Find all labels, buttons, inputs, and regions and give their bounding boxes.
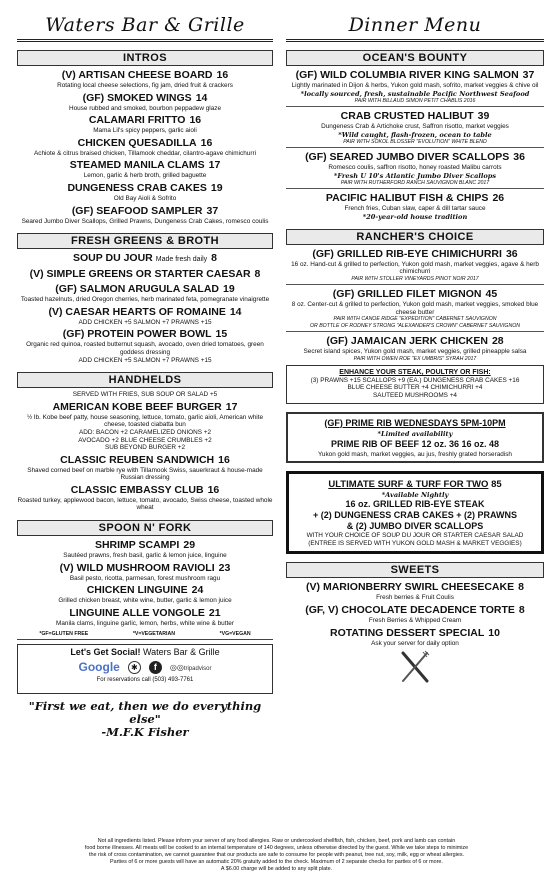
item-price: 21 <box>208 606 221 619</box>
surf-turf-line-5: (ENTREE IS SERVED WITH YUKON GOLD MASH & MARKET VEGGIES) <box>308 539 522 547</box>
legend-vg: *VG=VEGAN <box>219 631 251 638</box>
menu-item <box>17 182 273 203</box>
item-price: 14 <box>229 305 242 318</box>
item-price: 28 <box>491 335 504 348</box>
sweets-list <box>286 581 544 647</box>
owl-icon: ◎◎ <box>169 662 184 672</box>
item-price: 36 <box>513 151 525 163</box>
menu-item <box>17 401 273 452</box>
item-desc: Fresh Berries & Whipped Cream <box>368 616 462 624</box>
item-price: 14 <box>195 91 208 104</box>
item-price: 39 <box>477 110 490 122</box>
surf-turf-line-2: + (2) DUNGENESS CRAB CAKES + (2) PRAWNS <box>312 510 518 521</box>
surf-turf-title: ULTIMATE SURF & TURF FOR TWO 85 <box>328 479 502 491</box>
item-desc: Grilled chicken breast, white wine, butter, garlic & lemon juice <box>58 597 232 605</box>
section-header-oceans: OCEAN'S BOUNTY <box>286 50 544 66</box>
item-price: 16 <box>218 453 230 466</box>
item-wine-pairing: PAIR WITH CANOE RIDGE "EXPEDITION" CABERNET SAUVIGNON <box>333 316 497 323</box>
item-desc: Toasted hazelnuts, dried Oregon cherries, herb marinated feta, pomegranate vinaigrette <box>20 296 270 304</box>
item-name: (GF, V) CHOCOLATE DECADENCE TORTE <box>305 603 515 616</box>
enhance-title: ENHANCE YOUR STEAK, POULTRY OR FISH: <box>339 369 491 377</box>
item-title <box>17 539 273 552</box>
item-title <box>17 584 273 597</box>
item-wine-pairing-alt: OR BOTTLE OF RODNEY STRONG "ALEXANDER'S CROWN" CABERNET SAUVIGNON <box>310 322 520 329</box>
item-desc: Seared Jumbo Diver Scallops, Grilled Prawns, Dungeness Crab Cakes, romesco coulis <box>21 217 269 225</box>
left-column <box>17 8 273 739</box>
enhance-box <box>286 365 544 403</box>
item-price: 10 <box>488 626 500 639</box>
item-divider <box>286 106 544 107</box>
social-title: Let's Get Social! Waters Bar & Grille <box>70 647 220 658</box>
menu-item <box>17 584 273 605</box>
menu-item <box>286 192 544 221</box>
item-title <box>286 335 544 348</box>
enhance-line-3: SAUTEED MUSHROOMS +4 <box>373 391 457 399</box>
item-desc: Achiote & citrus braised chicken, Tillamook cheddar, cilantro-agave chimichurri <box>34 149 256 157</box>
item-price: 19 <box>223 283 235 296</box>
handhelds-list <box>17 401 273 512</box>
yelp-icon[interactable]: ✱ <box>128 661 141 674</box>
legend-v: *V=VEGETARIAN <box>132 631 175 638</box>
footer-line-3: the risk of cross contamination, we cannot guarantee that our products are safe to consume for people with peanut, tree nut, soy, milk, egg or wheat allergies. <box>88 851 465 858</box>
item-name: SHRIMP SCAMPI <box>94 539 180 552</box>
item-desc2: ADD CHICKEN +5 SALMON +7 PRAWNS +15 <box>78 356 212 364</box>
item-price: 17 <box>225 400 238 413</box>
menu-item <box>286 248 544 283</box>
item-name: (GF) SEARED JUMBO DIVER SCALLOPS <box>305 151 510 163</box>
menu-item <box>17 283 273 304</box>
item-price: 45 <box>485 288 498 301</box>
item-highlight: *locally sourced, fresh, sustainable Pacific Northwest Seafood <box>300 89 530 98</box>
item-name: (V) MARIONBERRY SWIRL CHEESECAKE <box>306 581 515 594</box>
menu-item <box>17 306 273 327</box>
enhance-line-2: BLUE CHEESE BUTTER +4 CHIMICHURRI +4 <box>347 384 483 392</box>
item-desc: Old Bay Aioli & Sofrito <box>113 194 177 202</box>
item-title <box>17 205 273 218</box>
item-price: 29 <box>183 539 196 552</box>
rancher-list <box>286 248 544 363</box>
item-name: CALAMARI FRITTO <box>88 114 186 127</box>
section-header-sweets: SWEETS <box>286 562 544 578</box>
item-name: ROTATING DESSERT SPECIAL <box>330 626 485 639</box>
menu-item <box>17 92 273 113</box>
footer-line-5: A $6.00 charge will be added to any split plate. <box>220 865 333 872</box>
facebook-icon[interactable]: f <box>149 661 162 674</box>
google-logo[interactable]: Google <box>78 660 120 675</box>
item-desc: Roasted turkey, applewood bacon, lettuce, tomato, avocado, Swiss cheese, toasted whole wheat <box>17 496 273 512</box>
item-price: 24 <box>191 584 204 597</box>
item-divider <box>286 331 544 332</box>
dinner-menu-title: Dinner Menu <box>286 8 544 42</box>
item-desc: Dungeness Crab & Artichoke crust, Saffron risotto, market veggies <box>321 123 509 130</box>
item-desc: House rubbed and smoked, bourbon peppadew glaze <box>68 104 222 112</box>
item-name: DUNGENESS CRAB CAKES <box>67 181 207 194</box>
menu-item <box>286 69 544 104</box>
menu-item <box>286 288 544 329</box>
item-price: 8 <box>518 603 525 616</box>
item-price: 16 <box>216 69 229 81</box>
item-name: (GF) SALMON ARUGULA SALAD <box>55 283 220 296</box>
item-title <box>286 604 544 617</box>
menu-item <box>17 205 273 226</box>
item-price: 15 <box>215 328 228 341</box>
item-name: STEAMED MANILA CLAMS <box>69 159 205 172</box>
item-title <box>17 159 273 172</box>
prime-rib-limited: *Limited availability <box>377 429 453 438</box>
fork-knife-icon <box>395 649 435 685</box>
footer-line-1: Not all ingredients listed. Please inform your server of any food allergies. Raw or undercooked shellfish, fish, chicken, beef, pork and lamb can contain <box>97 838 456 844</box>
item-highlight: *Wild caught, flash-frozen, ocean to table <box>338 130 492 139</box>
menu-item <box>17 137 273 158</box>
section-header-spoon: SPOON N' FORK <box>17 520 273 536</box>
prime-rib-box <box>286 412 544 464</box>
footer-line-4: Parties of 6 or more guests will have an automatic 20% gratuity added to the check. Maximum of 2 separate checks for parties of 6 or more. <box>110 858 443 865</box>
item-name: (V) CAESAR HEARTS OF ROMAINE <box>48 305 226 318</box>
oceans-list <box>286 69 544 221</box>
item-title <box>17 306 273 319</box>
item-name: (V) SIMPLE GREENS OR STARTER CAESAR <box>29 268 251 281</box>
restaurant-title: Waters Bar & Grille <box>17 8 273 42</box>
menu-item <box>17 328 273 364</box>
item-desc: ADD CHICKEN +5 SALMON +7 PRAWNS +15 <box>78 318 212 326</box>
item-highlight: *20-year-old house tradition <box>362 212 468 221</box>
item-title <box>286 110 544 123</box>
item-title <box>286 581 544 594</box>
item-desc: Shaved corned beef on marble rye with Tillamook Swiss, sauerkraut & house-made Russian dressing <box>27 466 263 482</box>
enhance-line-1: (3) PRAWNS +15 SCALLOPS +9 (EA.) DUNGENESS CRAB CAKES +16 <box>310 376 520 384</box>
tripadvisor-logo[interactable]: ◎◎tripadvisor <box>169 662 212 672</box>
item-wine-pairing: PAIR WITH RUTHERFORD RANCH SAUVIGNON BLANC 2017 <box>340 179 490 186</box>
item-desc3: AVOCADO +2 BLUE CHEESE CRUMBLES +2 <box>78 436 212 444</box>
quote-author: -M.F.K Fisher <box>101 725 189 740</box>
social-logos <box>20 657 270 677</box>
item-name: (V) WILD MUSHROOM RAVIOLI <box>59 561 215 574</box>
item-title <box>17 328 273 341</box>
item-desc: 16 oz. Hand-cut & grilled to perfection, Yukon gold mash, market veggies, agave & herb chimichurri <box>291 260 539 276</box>
item-desc: Manila clams, linguine garlic, lemon, herbs, white wine & butter <box>56 619 234 627</box>
item-desc: Sautéed prawns, fresh basil, garlic & lemon juice, linguine <box>63 552 227 560</box>
menu-item <box>17 454 273 482</box>
item-price: 8 <box>254 268 261 281</box>
item-desc: Ask your server for daily option <box>371 639 459 647</box>
menu-item <box>286 604 544 625</box>
handhelds-note: SERVED WITH FRIES, SUB SOUP OR SALAD +5 <box>72 391 218 399</box>
item-desc2: ADD: BACON +2 CARAMELIZED ONIONS +2 <box>78 428 212 436</box>
item-desc4: SUB BEYOND BURGER +2 <box>104 444 186 452</box>
item-name: (GF) JAMAICAN JERK CHICKEN <box>326 335 488 348</box>
item-name: SOUP DU JOUR <box>73 252 153 265</box>
diet-legend <box>17 631 273 640</box>
reservations-line: For reservations call (503) 493-7761 <box>96 677 194 684</box>
item-title <box>286 627 544 640</box>
item-desc: Fresh berries & Fruit Coulis <box>376 594 454 602</box>
item-name: CRAB CRUSTED HALIBUT <box>340 110 474 122</box>
menu-item <box>286 627 544 648</box>
item-price: 16 <box>189 114 202 127</box>
menu-item <box>17 562 273 583</box>
allergy-footer <box>10 838 543 873</box>
item-desc: Mama Lil's spicy peppers, garlic aioli <box>93 127 197 135</box>
item-name: AMERICAN KOBE BEEF BURGER <box>52 400 222 413</box>
social-box <box>17 644 273 694</box>
item-name: CLASSIC REUBEN SANDWICH <box>60 453 215 466</box>
item-name: (GF) GRILLED RIB-EYE CHIMICHURRI <box>312 247 502 260</box>
quote <box>17 700 273 739</box>
right-column <box>286 8 544 690</box>
surf-turf-line-1: 16 oz. GRILLED RIB-EYE STEAK <box>345 499 485 510</box>
item-name: (GF) WILD COLUMBIA RIVER KING SALMON <box>295 69 519 81</box>
item-price: 23 <box>218 561 231 574</box>
item-title <box>286 248 544 261</box>
greens-list <box>17 252 273 364</box>
menu-item <box>17 268 273 281</box>
prime-rib-title: (GF) PRIME RIB WEDNESDAYS 5PM-10PM <box>324 417 506 428</box>
item-highlight: *Fresh U 10's Atlantic Jumbo Diver Scallops <box>333 171 497 180</box>
item-name: (V) ARTISAN CHEESE BOARD <box>61 69 213 81</box>
item-name: LINGUINE ALLE VONGOLE <box>69 606 205 619</box>
item-title <box>17 562 273 575</box>
item-desc: Organic red quinoa, roasted butternut squash, avocado, oven dried tomatoes, green goddess dressing <box>26 341 264 356</box>
item-name: CHICKEN LINGUINE <box>86 584 188 597</box>
item-title <box>17 92 273 105</box>
item-price: 17 <box>208 159 221 172</box>
surf-turf-avail: *Available Nightly <box>381 491 449 500</box>
intros-list <box>17 69 273 225</box>
menu-item <box>17 252 273 266</box>
item-price: 8 <box>518 581 524 594</box>
item-price: 16 <box>207 483 220 496</box>
section-header-handhelds: HANDHELDS <box>17 372 273 388</box>
item-title <box>286 192 544 205</box>
section-header-rancher: RANCHER'S CHOICE <box>286 229 544 245</box>
item-title <box>17 114 273 127</box>
item-desc: Romesco coulis, saffron risotto, honey roasted Malibu carrots <box>328 164 502 171</box>
menu-item <box>17 539 273 560</box>
item-desc: Basil pesto, ricotta, parmesan, forest mushroom ragu <box>69 574 221 582</box>
item-desc: 8 oz. Center-cut & grilled to perfection, Yukon gold mash, market veggies, smoked blue cheese butter <box>291 301 539 316</box>
item-name: CLASSIC EMBASSY CLUB <box>70 483 204 496</box>
item-name: (GF) SEAFOOD SAMPLER <box>71 204 203 217</box>
menu-item <box>17 69 273 90</box>
item-name: PACIFIC HALIBUT FISH & CHIPS <box>325 192 489 204</box>
footer-line-2: food borne illnesses. All meats will be cooked to an internal temperature of 140 degrees, unless otherwise directed by the guest. While we take steps to minimize <box>84 844 469 851</box>
item-title <box>17 283 273 296</box>
item-price: 19 <box>210 181 223 194</box>
item-wine-pairing: PAIR WITH SOKOL BLOSSER "EVOLUTION" WHITE BLEND <box>343 138 487 145</box>
section-header-intros: INTROS <box>17 50 273 66</box>
item-desc: Secret island spices, Yukon gold mash, market veggies, grilled pineapple salsa <box>303 348 527 356</box>
item-title <box>17 69 273 82</box>
menu-item <box>286 151 544 186</box>
item-price: 37 <box>206 204 219 217</box>
surf-turf-box <box>286 471 544 554</box>
item-desc: Lightly marinated in Dijon & herbs, Yukon gold mash, sofrito, market veggies & chive oil <box>291 82 539 89</box>
menu-item <box>17 159 273 180</box>
item-price: 36 <box>505 247 518 260</box>
item-title <box>286 69 544 82</box>
item-title <box>17 182 273 195</box>
item-desc: Lemon, garlic & herb broth, grilled baguette <box>83 172 207 180</box>
item-divider <box>286 188 544 189</box>
item-wine-pairing: PAIR WITH BILLAUD SIMON PETIT CHABLIS 2016 <box>354 97 476 104</box>
item-price: 26 <box>492 192 505 204</box>
section-header-greens: FRESH GREENS & BROTH <box>17 233 273 249</box>
item-title <box>17 401 273 414</box>
item-name: (GF) GRILLED FILET MIGNON <box>332 288 482 301</box>
item-name: CHICKEN QUESADILLA <box>77 136 197 149</box>
item-wine-pairing: PAIR WITH STOLLER VINEYARDS PINOT NOIR 2017 <box>351 275 479 282</box>
prime-rib-desc: Yukon gold mash, market veggies, au jus, freshly grated horseradish <box>318 450 512 458</box>
item-title <box>17 137 273 150</box>
spoon-list <box>17 539 273 627</box>
item-title <box>286 151 544 164</box>
item-title <box>17 484 273 497</box>
item-divider <box>286 147 544 148</box>
legend-gf: *GF=GLUTEN FREE <box>39 631 89 638</box>
item-desc: French fries, Cuban slaw, caper & dill tartar sauce <box>344 205 486 212</box>
item-price: 37 <box>522 69 535 81</box>
menu-item <box>286 335 544 362</box>
prime-rib-price: PRIME RIB OF BEEF 12 oz. 36 16 oz. 48 <box>330 438 500 449</box>
item-wine-pairing: PAIR WITH OWEN ROE "EX UMBRIS" SYRAH 2017 <box>353 355 477 362</box>
menu-item <box>286 110 544 145</box>
item-price: 8 <box>211 252 217 265</box>
menu-item <box>17 114 273 135</box>
item-desc: Rotating local cheese selections, fig jam, dried fruit & crackers <box>57 82 233 89</box>
item-title <box>17 252 273 266</box>
item-name: (GF) SMOKED WINGS <box>82 91 192 104</box>
item-title <box>17 454 273 467</box>
surf-turf-line-3: & (2) JUMBO DIVER SCALLOPS <box>346 521 484 532</box>
item-title <box>17 607 273 620</box>
item-name: (GF) PROTEIN POWER BOWL <box>62 328 212 341</box>
menu-item <box>17 484 273 512</box>
item-title <box>17 268 273 281</box>
item-price: 16 <box>200 136 213 149</box>
quote-text: "First we eat, then we do everything else" <box>28 699 262 727</box>
item-desc: ½ lb. Kobe beef patty, house seasoning, lettuce, tomato, garlic aioli, American white cheese, toasted ciabatta bun <box>26 413 264 429</box>
menu-item <box>286 581 544 602</box>
surf-turf-line-4: WITH YOUR CHOICE OF SOUP DU JOUR OR STARTER CAESAR SALAD <box>306 532 524 540</box>
cutlery-illustration <box>286 649 544 690</box>
menu-item <box>17 607 273 628</box>
item-title <box>286 288 544 301</box>
item-divider <box>286 284 544 285</box>
item-inline-note: Made fresh daily <box>155 256 208 264</box>
